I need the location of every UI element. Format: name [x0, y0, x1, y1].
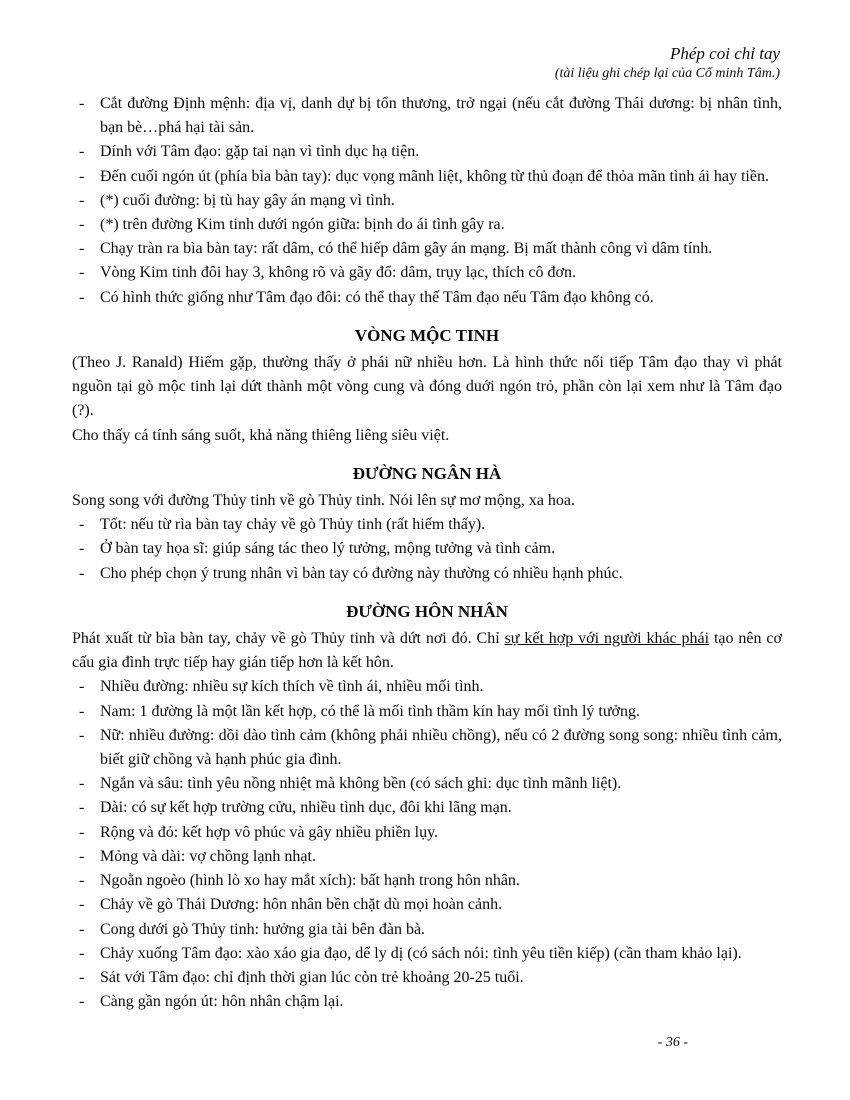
paragraph-text: Phát xuất từ bìa bàn tay, chảy về gò Thủy tinh và dứt nơi đó. Chỉ — [72, 630, 505, 648]
list-item — [72, 286, 782, 310]
bullet-dash: - — [79, 968, 85, 986]
bullet-text: Ngắn và sâu: tình yêu nồng nhiệt mà không bền (có sách ghi: dục tình mãnh liệt). — [100, 775, 622, 793]
hon-nhan-bullet-list — [72, 675, 782, 1014]
bullet-text: Mỏng và dài: vợ chồng lạnh nhạt. — [100, 847, 316, 865]
bullet-text: Càng gần ngón út: hôn nhân chậm lại. — [100, 993, 344, 1011]
section-paragraph — [72, 627, 782, 675]
list-item — [72, 796, 782, 820]
list-item — [72, 918, 782, 942]
list-item — [72, 537, 782, 561]
bullet-dash: - — [79, 847, 85, 865]
bullet-text: Sát với Tâm đạo: chỉ định thời gian lúc còn trẻ khoảng 20-25 tuổi. — [100, 968, 524, 986]
list-item — [72, 189, 782, 213]
list-item — [72, 675, 782, 699]
list-item — [72, 165, 782, 189]
list-item — [72, 772, 782, 796]
bullet-dash: - — [79, 516, 85, 534]
list-item — [72, 966, 782, 990]
bullet-text: (*) trên đường Kim tinh dưới ngón giữa: bịnh do ái tình gây ra. — [100, 216, 505, 234]
section-paragraph: Cho thấy cá tính sáng suốt, khả năng thiêng liêng siêu việt. — [72, 426, 450, 444]
section-heading: VÒNG MỘC TINH — [354, 325, 500, 345]
bullet-text: Ở bàn tay họa sĩ: giúp sáng tác theo lý tưởng, mộng tưởng và tình cảm. — [100, 540, 556, 558]
page-number: - 36 - — [657, 1035, 688, 1050]
bullet-text: Dài: có sự kết hợp trường cửu, nhiều tình dục, đôi khi lãng mạn. — [100, 799, 512, 817]
bullet-text: Dính với Tâm đạo: gặp tai nạn vì tình dục hạ tiện. — [100, 143, 420, 161]
bullet-text: Có hình thức giống như Tâm đạo đôi: có thể thay thế Tâm đạo nếu Tâm đạo không có. — [100, 288, 654, 306]
section-paragraph: Song song với đường Thủy tinh về gò Thủy tinh. Nói lên sự mơ mộng, xa hoa. — [72, 492, 576, 510]
bullet-dash: - — [79, 264, 85, 282]
bullet-dash: - — [79, 143, 85, 161]
bullet-dash: - — [79, 775, 85, 793]
bullet-text: Đến cuối ngón út (phía bìa bàn tay): dục vọng mãnh liệt, không từ thủ đoạn để thỏa mãn tình ái hay tiền. — [100, 167, 769, 185]
bullet-dash: - — [79, 872, 85, 890]
ngan-ha-bullet-list — [72, 513, 782, 586]
list-item — [72, 237, 782, 261]
section-heading: ĐƯỜNG HÔN NHÂN — [346, 601, 508, 621]
list-item — [72, 213, 782, 237]
bullet-dash: - — [79, 216, 85, 234]
list-item — [72, 92, 782, 140]
bullet-dash: - — [79, 702, 85, 720]
list-item — [72, 942, 782, 966]
list-item — [72, 562, 782, 586]
bullet-text: Tốt: nếu từ rìa bàn tay chảy về gò Thủy tinh (rất hiếm thấy). — [100, 516, 486, 534]
section-duong-hon-nhan — [72, 600, 782, 1014]
bullet-dash: - — [79, 726, 85, 744]
bullet-dash: - — [79, 288, 85, 306]
bullet-dash: - — [79, 896, 85, 914]
bullet-text: (*) cuối đường: bị tù hay gây án mạng vì tình. — [100, 191, 395, 209]
bullet-text: Nữ: nhiều đường: dồi dào tình cảm (không phải nhiều chồng), nếu có 2 đường song song: nhiều tình cảm, biết giữ chồng và hạnh phúc gia đình. — [100, 726, 782, 769]
bullet-text: Ngoằn ngoèo (hình lò xo hay mắt xích): bất hạnh trong hôn nhân. — [100, 872, 520, 890]
document-title: Phép coi chỉ tay — [670, 44, 780, 63]
list-item — [72, 140, 782, 164]
list-item — [72, 513, 782, 537]
bullet-text: Rộng và đỏ: kết hợp vô phúc và gây nhiều phiền lụy. — [100, 823, 439, 841]
bullet-text: Cho phép chọn ý trung nhân vì bàn tay có đường này thường có nhiều hạnh phúc. — [100, 564, 623, 582]
bullet-dash: - — [79, 167, 85, 185]
bullet-dash: - — [79, 95, 85, 112]
bullet-dash: - — [79, 944, 85, 962]
page-header — [555, 44, 780, 83]
section-duong-ngan-ha — [72, 462, 782, 586]
list-item — [72, 700, 782, 724]
bullet-text: Cong dưới gò Thủy tinh: hưởng gia tài bên đàn bà. — [100, 920, 426, 938]
list-item — [72, 990, 782, 1014]
bullet-text: Nhiều đường: nhiều sự kích thích về tình ái, nhiều mối tình. — [100, 678, 484, 696]
bullet-dash: - — [79, 799, 85, 817]
document-subtitle: (tài liệu ghi chép lại của Cổ minh Tâm.) — [554, 66, 780, 81]
section-vong-moc-tinh — [72, 324, 782, 448]
bullet-text: Nam: 1 đường là một lần kết hợp, có thể là mối tình thầm kín hay mối tình lý tưởng. — [100, 702, 640, 720]
page-content — [72, 92, 782, 1014]
bullet-dash: - — [79, 823, 85, 841]
bullet-text: Chảy xuống Tâm đạo: xào xáo gia đạo, dể ly dị (có sách nói: tình yêu tiền kiếp) (cần tham khảo lại). — [100, 944, 742, 962]
bullet-dash: - — [79, 240, 85, 258]
bullet-dash: - — [79, 564, 85, 582]
list-item — [72, 724, 782, 772]
bullet-text: Vòng Kim tinh đôi hay 3, không rõ và gãy đổ: dâm, trụy lạc, thích cô đơn. — [100, 264, 576, 282]
bullet-dash: - — [79, 678, 85, 696]
bullet-dash: - — [79, 191, 85, 209]
bullet-dash: - — [79, 920, 85, 938]
section-heading: ĐƯỜNG NGÂN HÀ — [352, 463, 502, 483]
list-item — [72, 869, 782, 893]
bullet-text: Chạy tràn ra bìa bàn tay: rất dâm, có thể hiếp dâm gây án mạng. Bị mất thành công vì dâm tính. — [100, 240, 713, 258]
list-item — [72, 845, 782, 869]
list-item — [72, 261, 782, 285]
bullet-dash: - — [79, 540, 85, 558]
paragraph-text: tạo nên cơ cấu gia đình trực tiếp hay gián tiếp hơn là kết hôn. — [72, 630, 782, 672]
bullet-dash: - — [79, 993, 85, 1011]
bullet-text: Cắt đường Định mệnh: địa vị, danh dự bị tổn thương, trở ngại (nếu cắt đường Thái dương: bị nhân tình, bạn bè…phá hại tài sản. — [100, 95, 782, 137]
section-paragraph: (Theo J. Ranald) Hiếm gặp, thường thấy ở phái nữ nhiều hơn. Là hình thức nối tiếp Tâm đạo thay vì phát nguồn tại gò mộc tinh lại dứt thành một vòng cung và đóng duới ngón trỏ, phần còn lại xem như là Tâm đạo (?). — [72, 354, 782, 420]
bullet-text: Chảy về gò Thái Dương: hôn nhân bền chặt dù mọi hoàn cảnh. — [100, 896, 503, 914]
intro-bullet-list — [72, 92, 782, 310]
list-item — [72, 893, 782, 917]
underlined-phrase: sự kết hợp với người khác phái — [504, 630, 710, 648]
list-item — [72, 821, 782, 845]
